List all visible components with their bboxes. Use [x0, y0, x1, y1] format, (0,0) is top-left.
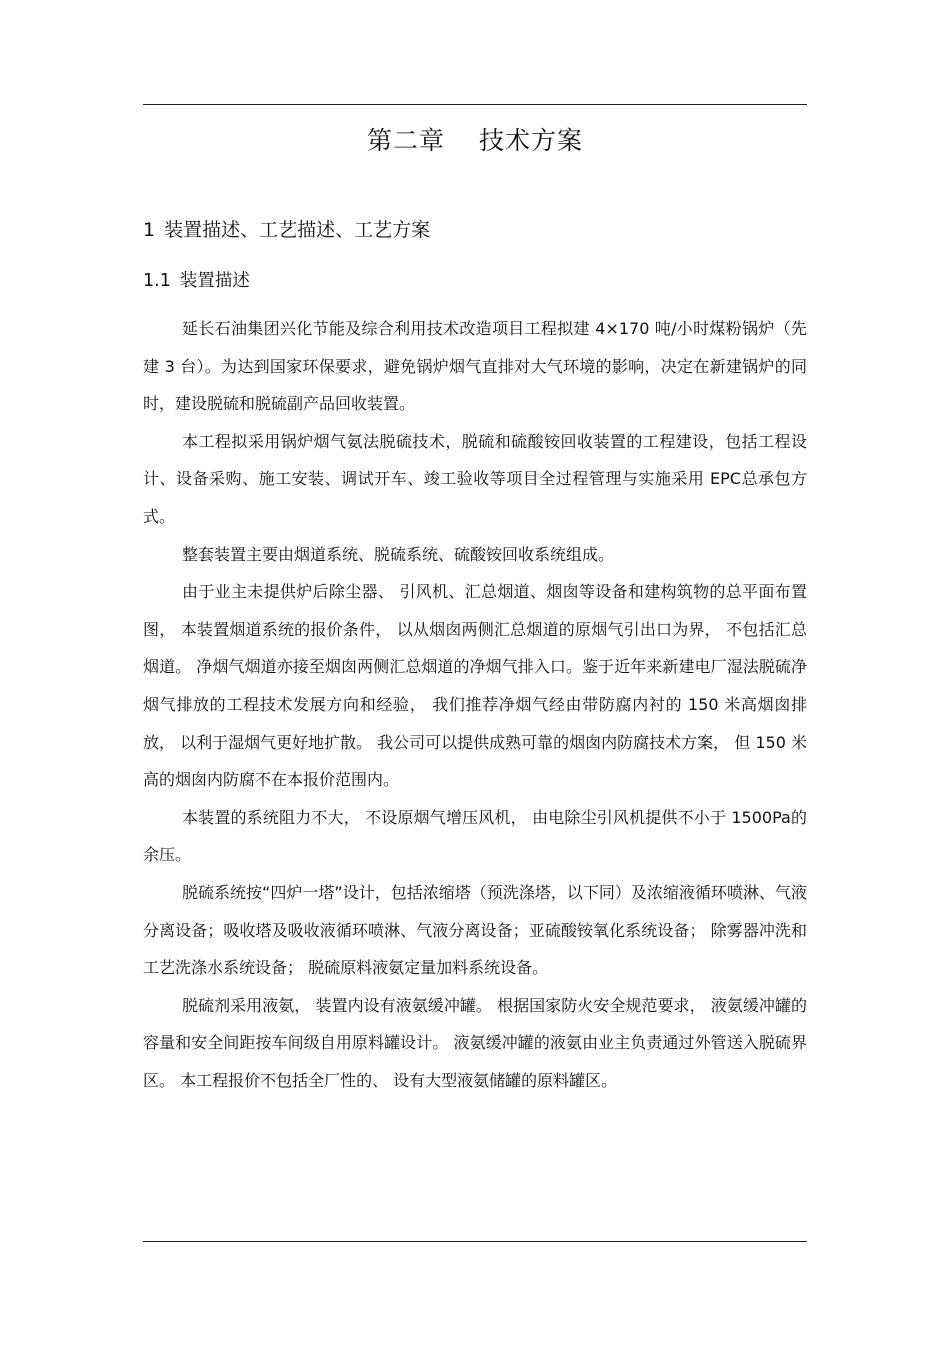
subsection-title: 装置描述 [179, 271, 250, 291]
paragraph: 延长石油集团兴化节能及综合利用技术改造项目工程拟建 4×170 吨/小时煤粉锅炉（先建 3 台）。为达到国家环保要求，避免锅炉烟气直排对大气环境的影响，决定在新建锅炉的同时，建设脱硫和脱硫副产品回收装置。 [143, 319, 807, 414]
paragraph: 脱硫剂采用液氨， 装置内设有液氨缓冲罐。 根据国家防火安全规范要求， 液氨缓冲罐的容量和安全间距按车间级自用原料罐设计。 液氨缓冲罐的液氨由业主负责通过外管送入脱硫界区。 本工程报价不包括全厂性的、 设有大型液氨储罐的原料罐区。 [143, 995, 807, 1090]
chapter-title [143, 121, 807, 161]
paragraph: 由于业主未提供炉后除尘器、 引风机、汇总烟道、烟囱等设备和建构筑物的总平面布置图， 本装置烟道系统的报价条件， 以从烟囱两侧汇总烟道的原烟气引出口为界， 不包括汇总烟道。 净烟气烟道亦接至烟囱两侧汇总烟道的净烟气排入口。鉴于近年来新建电厂湿法脱硫净烟气排放的工程技术发展方向和经验， 我们推荐净烟气经由带防腐内衬的 150 米高烟囱排放， 以利于湿烟气更好地扩散。 我公司可以提供成熟可靠的烟囱内防腐技术方案， 但 150 米高的烟囱内防腐不在本报价范围内。 [143, 582, 807, 790]
footer-rule [143, 1241, 807, 1242]
paragraph: 整套装置主要由烟道系统、脱硫系统、硫酸铵回收系统组成。 [182, 544, 615, 564]
section-number: 1 [143, 219, 156, 241]
body-text [143, 310, 807, 1099]
subsection-number: 1.1 [143, 271, 171, 291]
header-rule [143, 104, 807, 105]
paragraph: 本装置的系统阻力不大， 不设原烟气增压风机， 由电除尘引风机提供不小于 1500Pa的余压。 [143, 807, 807, 865]
section-heading [143, 214, 430, 246]
chapter-number: 第二章 [366, 126, 445, 155]
paragraph: 本工程拟采用锅炉烟气氨法脱硫技术，脱硫和硫酸铵回收装置的工程建设，包括工程设计、设备采购、施工安装、调试开车、竣工验收等项目全过程管理与实施采用 EPC总承包方式。 [143, 431, 807, 526]
subsection-heading [143, 266, 250, 296]
section-title: 装置描述、工艺描述、工艺方案 [164, 219, 431, 241]
paragraph: 脱硫系统按“四炉一塔”设计，包括浓缩塔（预洗涤塔，以下同）及浓缩液循环喷淋、气液分离设备；吸收塔及吸收液循环喷淋、气液分离设备；亚硫酸铵氧化系统设备； 除雾器冲洗和工艺洗涤水系统设备； 脱硫原料液氨定量加料系统设备。 [143, 882, 807, 978]
chapter-name: 技术方案 [479, 126, 584, 155]
